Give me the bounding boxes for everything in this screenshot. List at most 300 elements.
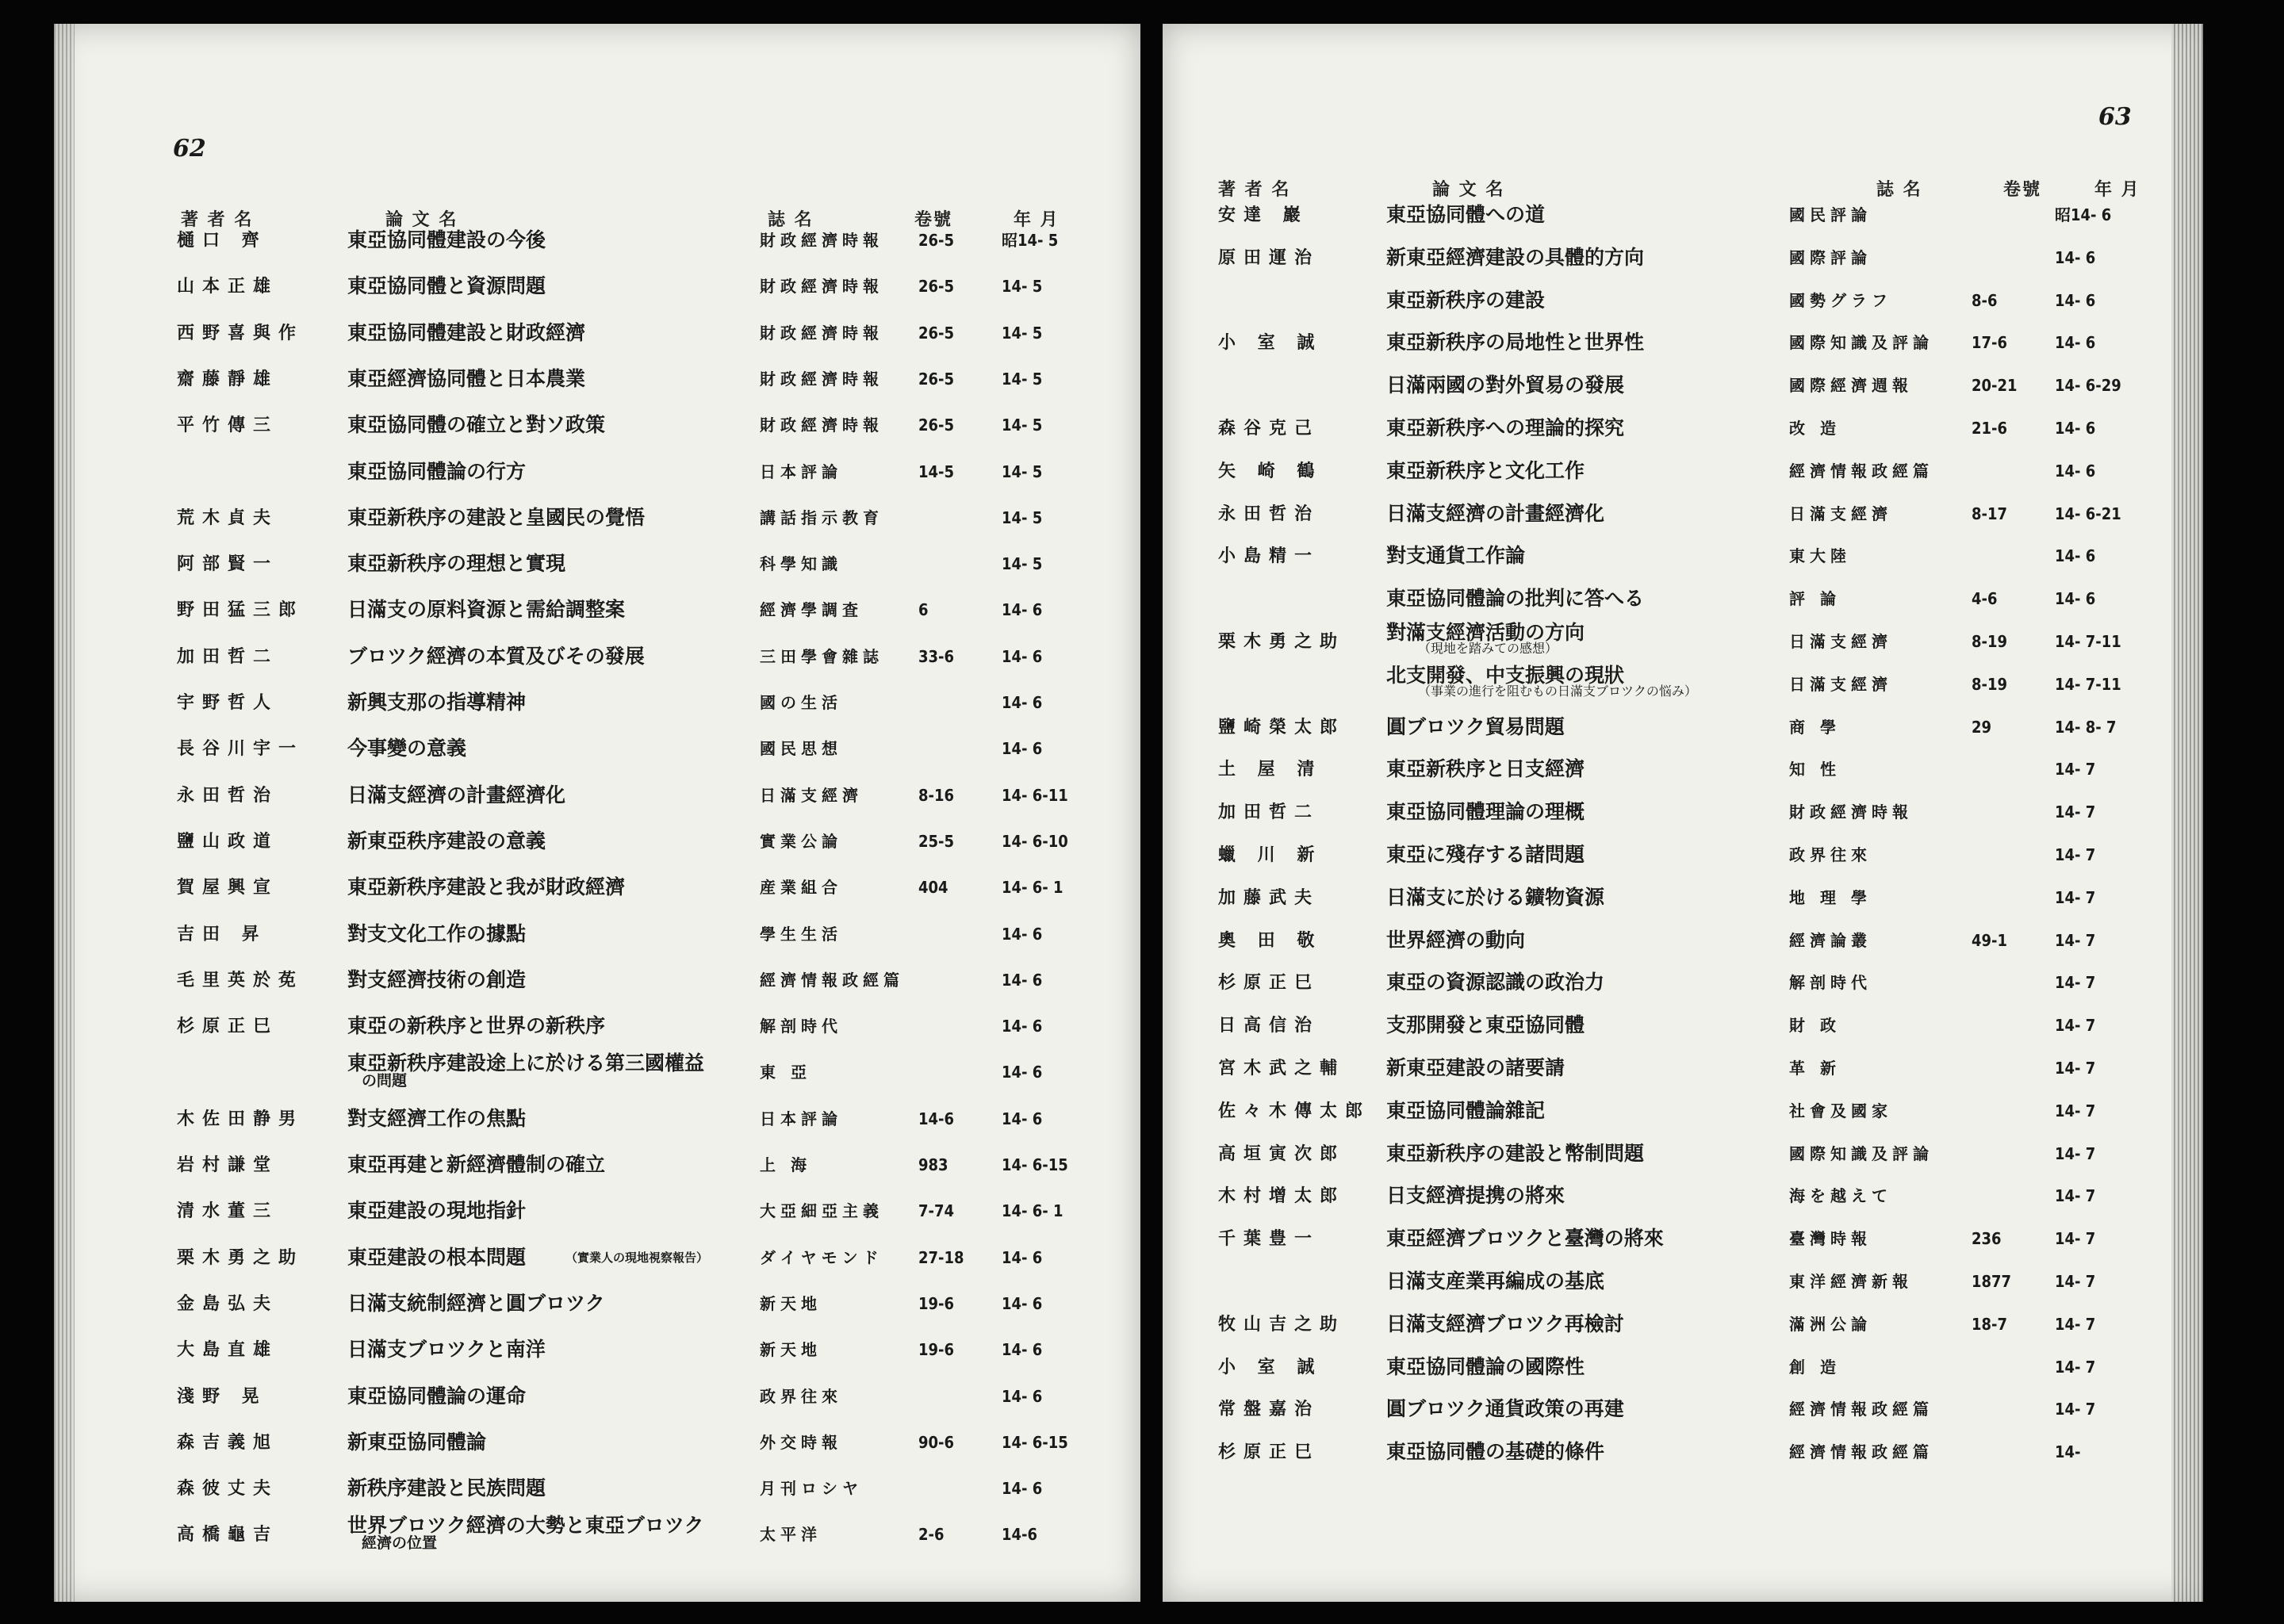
entry-row <box>1163 794 2203 830</box>
entry-journal: 解剖時代 <box>1789 973 1872 993</box>
entry-row <box>54 592 1140 628</box>
entry-author: 永田哲治 <box>1218 503 1320 524</box>
entry-date: 14- 7 <box>2055 930 2096 950</box>
entry-title: 新興支那の指導精神 <box>347 691 527 714</box>
entry-author: 森谷克己 <box>1218 418 1320 439</box>
entry-title: 日滿支經濟ブロツク再檢討 <box>1386 1312 1624 1335</box>
entry-title: 東亞經濟協同體と日本農業 <box>347 366 586 390</box>
entry-date: 14- <box>2055 1442 2081 1462</box>
entry-volume: 1877 <box>1972 1272 2012 1291</box>
entry-date: 14- 8- 7 <box>2055 717 2117 737</box>
entry-author: 西野喜與作 <box>177 322 305 343</box>
entry-journal: 日本評論 <box>760 462 842 481</box>
entry-row <box>1163 538 2203 574</box>
entry-journal: 經濟論叢 <box>1789 930 1872 950</box>
entry-journal: 新天地 <box>760 1340 822 1360</box>
entry-journal: 學生生活 <box>760 924 842 944</box>
entry-title: 新秩序建設と民族問題 <box>347 1477 546 1500</box>
header-author: 著 者 名 <box>181 209 254 230</box>
entry-volume: 26-5 <box>918 231 955 250</box>
entry-title: 東亞新秩序の局地性と世界性 <box>1386 331 1645 354</box>
entry-title: 東亞新秩序建設と我が財政經濟 <box>347 875 626 899</box>
entry-title <box>1386 623 1585 656</box>
entry-volume: 27-18 <box>918 1247 964 1267</box>
entry-row <box>54 823 1140 860</box>
entry-date: 昭14- 5 <box>1002 231 1059 250</box>
entry-journal: 創 造 <box>1789 1357 1841 1377</box>
entry-journal: 海を越えて <box>1789 1186 1892 1206</box>
entry-title: 東亞協同體論の行方 <box>347 459 527 483</box>
entry-title: 日滿支ブロツクと南洋 <box>347 1338 546 1362</box>
entry-title: 東亞經濟ブロツクと臺灣の將來 <box>1386 1227 1664 1251</box>
entry-title: 東亞新秩序と文化工作 <box>1386 458 1585 482</box>
left-page <box>54 24 1140 1602</box>
entry-author: 小 室 誠 <box>1218 1356 1323 1377</box>
header-date: 年 月 <box>2094 179 2140 200</box>
entry-title: 日滿支産業再編成の基底 <box>1386 1270 1605 1293</box>
entry-author: 阿部賢一 <box>177 553 279 575</box>
entry-row <box>1163 1050 2203 1086</box>
entry-title: 東亞新秩序の建設 <box>1386 288 1546 312</box>
entry-title: 東亞協同體理論の理概 <box>1386 800 1585 824</box>
header-author: 著 者 名 <box>1218 179 1291 200</box>
entry-date: 14- 7 <box>2055 1272 2096 1291</box>
entry-date: 14- 7 <box>2055 887 2096 907</box>
entry-date: 14- 7 <box>2055 1229 2096 1249</box>
entry-row <box>1163 1007 2203 1044</box>
entry-journal: 經濟情報政經篇 <box>1789 1442 1933 1462</box>
entry-author: 清水董三 <box>177 1201 279 1222</box>
entry-title-line: 東亞新秩序建設途上に於ける第三國權益 <box>347 1051 705 1075</box>
entry-row <box>54 1470 1140 1507</box>
entry-title: 東亞協同體論雜記 <box>1386 1098 1546 1122</box>
entry-author: 吉田 昇 <box>177 923 267 944</box>
entry-row <box>54 1008 1140 1044</box>
entry-row <box>1163 580 2203 617</box>
entry-row <box>54 869 1140 906</box>
entry-title-continuation: （現地を踏みての感想） <box>1418 641 1558 656</box>
entry-row <box>1163 1391 2203 1427</box>
entry-author: 岩村謙堂 <box>177 1155 279 1175</box>
entry-date: 昭14- 6 <box>2055 205 2112 224</box>
entry-date: 14- 5 <box>1002 369 1043 389</box>
entry-author: 長谷川宇一 <box>177 738 305 760</box>
entry-volume: 19-6 <box>918 1293 955 1313</box>
entry-author: 杉原正巳 <box>177 1016 279 1037</box>
entry-row <box>54 1378 1140 1415</box>
entry-date: 14- 5 <box>1002 277 1043 297</box>
entry-volume: 26-5 <box>918 277 955 297</box>
entry-journal: 日本評論 <box>760 1109 842 1128</box>
entry-volume: 6 <box>918 600 929 620</box>
entry-author: 蠟 川 新 <box>1218 845 1323 865</box>
entry-title: 日滿支統制經濟と圓ブロツク <box>347 1291 605 1315</box>
entry-volume: 8-17 <box>1972 504 2008 523</box>
entry-journal: 財政經濟時報 <box>760 323 883 343</box>
entry-title: 日滿支の原料資源と需給調整案 <box>347 598 626 622</box>
entry-date: 14- 7 <box>2055 1357 2096 1377</box>
entry-journal: 經濟情報政經篇 <box>760 970 904 990</box>
entry-date: 14- 6- 1 <box>1002 878 1063 898</box>
entry-date: 14- 7 <box>2055 1186 2096 1206</box>
entry-title: 東亞協同體論の運命 <box>347 1384 527 1408</box>
entry-volume: 236 <box>1972 1229 2002 1249</box>
entry-author: 齋藤靜雄 <box>177 368 279 389</box>
entry-date: 14- 5 <box>1002 554 1043 574</box>
entry-row <box>54 1051 1140 1090</box>
entry-author: 小島精一 <box>1218 546 1320 567</box>
entry-date: 14- 7 <box>2055 845 2096 864</box>
entry-journal: 科學知識 <box>760 554 842 574</box>
entry-title: 支那開發と東亞協同體 <box>1386 1013 1585 1037</box>
header-journal: 誌 名 <box>768 209 814 230</box>
entry-volume: 983 <box>918 1155 948 1174</box>
entry-row <box>1163 1220 2203 1257</box>
entry-author: 木佐田静男 <box>177 1108 305 1129</box>
entry-author: 栗木勇之助 <box>177 1247 305 1268</box>
entry-title: 日滿支經濟の計畫經濟化 <box>347 783 566 806</box>
entry-journal: 財政經濟時報 <box>760 231 883 250</box>
entry-author: 大島直雄 <box>177 1339 279 1361</box>
entry-journal: 國際知識及評論 <box>1789 1143 1933 1163</box>
entry-row <box>1163 663 2203 703</box>
entry-date: 14- 6 <box>1002 1063 1043 1082</box>
entry-author: 高橋龜吉 <box>177 1524 279 1545</box>
entry-row <box>1163 453 2203 489</box>
entry-journal: 東洋經濟新報 <box>1789 1272 1913 1291</box>
entry-date: 14- 6 <box>1002 970 1043 990</box>
entry-title: ブロツク經濟の本質及びその發展 <box>347 644 645 668</box>
entry-author: 鹽崎榮太郎 <box>1218 716 1346 737</box>
entry-date: 14- 7-11 <box>2055 674 2121 694</box>
entry-row <box>1163 922 2203 959</box>
entry-journal: 經濟學調査 <box>760 600 863 620</box>
entry-journal: 實業公論 <box>760 831 842 851</box>
entry-title: 東亞協同體建設の今後 <box>347 228 546 251</box>
entry-journal: 國際評論 <box>1789 247 1872 267</box>
entry-journal: 財 政 <box>1789 1016 1841 1036</box>
entry-volume: 8-6 <box>1972 290 1998 310</box>
entry-volume: 21-6 <box>1972 419 2008 438</box>
entry-row <box>1163 410 2203 446</box>
entry-journal: 日滿支經濟 <box>1789 632 1892 651</box>
entry-row <box>54 454 1140 490</box>
entry-row <box>1163 324 2203 361</box>
entry-journal: 財政經濟時報 <box>760 277 883 297</box>
entry-volume: 2-6 <box>918 1525 945 1545</box>
entry-date: 14- 6 <box>1002 1479 1043 1499</box>
entry-title: 東亞新秩序の建設と皇國民の覺悟 <box>347 505 646 529</box>
entry-title: 東亞新秩序の理想と實現 <box>347 552 566 576</box>
entry-date: 14- 6-21 <box>2055 504 2121 523</box>
entry-volume: 14-6 <box>918 1109 955 1128</box>
entry-journal: 財政經濟時報 <box>760 416 883 435</box>
entry-title: 東亞新秩序と日支經濟 <box>1386 757 1585 781</box>
entry-volume: 49-1 <box>1972 930 2008 950</box>
entry-journal: 日滿支經濟 <box>1789 504 1892 523</box>
entry-row <box>1163 1178 2203 1214</box>
entry-date: 14- 6 <box>2055 290 2096 310</box>
entry-journal: ダイヤモンド <box>760 1247 883 1267</box>
entry-author: 杉原正巳 <box>1218 1442 1320 1463</box>
entry-journal: 産業組合 <box>760 878 842 898</box>
entry-journal: 國民評論 <box>1789 205 1872 224</box>
entry-date: 14- 6 <box>1002 600 1043 620</box>
entry-journal: 國民思想 <box>760 739 842 759</box>
entry-row <box>54 1285 1140 1322</box>
header-journal: 誌 名 <box>1876 179 1922 200</box>
entry-author: 平竹傳三 <box>177 415 279 436</box>
entry-title: 東亞協同體の基礎的條件 <box>1386 1440 1605 1464</box>
entry-author: 小 室 誠 <box>1218 332 1323 354</box>
entry-journal: 國際知識及評論 <box>1789 333 1933 353</box>
entry-author: 杉原正巳 <box>1218 972 1320 994</box>
entry-row <box>1163 879 2203 916</box>
entry-title-continuation: の問題 <box>362 1072 408 1090</box>
entry-row <box>54 1101 1140 1137</box>
entry-journal: 評 論 <box>1789 589 1841 609</box>
entry-volume: 4-6 <box>1972 589 1998 609</box>
entry-date: 14- 6 <box>1002 1017 1043 1036</box>
entry-title: 東亞協同體への道 <box>1386 203 1546 226</box>
entry-volume: 8-19 <box>1972 674 2008 694</box>
entry-journal: 國の生活 <box>760 693 842 712</box>
page-number: 63 <box>2098 103 2132 131</box>
entry-row <box>1163 1306 2203 1342</box>
entry-author: 栗木勇之助 <box>1218 631 1346 652</box>
entry-title: 東亞協同體論の國際性 <box>1386 1354 1585 1378</box>
entry-date: 14- 6 <box>1002 739 1043 759</box>
entry-row <box>54 1516 1140 1553</box>
entry-date: 14- 6 <box>1002 924 1043 944</box>
entry-author: 野田猛三郎 <box>177 599 305 621</box>
entry-volume: 8-16 <box>918 785 955 805</box>
entry-title: 東亞協同體と資源問題 <box>347 274 546 298</box>
entry-journal: 經濟情報政經篇 <box>1789 461 1933 481</box>
entry-row <box>1163 623 2203 660</box>
entry-author: 牧山吉之助 <box>1218 1313 1346 1335</box>
entry-title: 圓ブロツク通貨政策の再建 <box>1386 1397 1624 1421</box>
entry-volume: 14-5 <box>918 462 955 481</box>
entry-author: 佐々木傳太郎 <box>1218 1100 1371 1121</box>
entry-author: 安達 巖 <box>1218 205 1309 225</box>
entry-row <box>54 361 1140 397</box>
header-title: 論 文 名 <box>385 209 458 230</box>
entry-journal: 國際經濟週報 <box>1789 376 1913 396</box>
entry-title: 東亞建設の根本問題 <box>347 1245 527 1269</box>
entry-row <box>54 684 1140 721</box>
entry-row <box>54 500 1140 536</box>
entry-author: 加藤武夫 <box>1218 887 1320 908</box>
entry-journal: 財政經濟時報 <box>760 369 883 389</box>
entry-volume: 33-6 <box>918 646 955 666</box>
entry-author: 千葉豊一 <box>1218 1228 1320 1250</box>
entry-journal: 三田學會雜誌 <box>760 646 883 666</box>
entry-date: 14- 6 <box>2055 333 2096 353</box>
entry-row <box>54 1239 1140 1276</box>
entry-title-line: 世界ブロツク經濟の大勢と東亞ブロツク <box>347 1514 704 1538</box>
entry-title-line: 北支開發、中支振興の現狀 <box>1386 663 1625 687</box>
entry-author: 奧 田 敬 <box>1218 929 1323 951</box>
entry-volume: 7-74 <box>918 1201 955 1221</box>
entry-date: 14- 7 <box>2055 1400 2096 1419</box>
entry-row <box>1163 1263 2203 1300</box>
entry-title: 日滿支に於ける鑛物資源 <box>1386 885 1605 909</box>
entry-date: 14- 6 <box>1002 693 1043 712</box>
entry-author: 樋口 齊 <box>177 230 267 251</box>
entry-row <box>1163 1093 2203 1129</box>
entry-journal: 上 海 <box>760 1155 811 1174</box>
entry-title: 對支經濟技術の創造 <box>347 967 527 991</box>
entry-journal: 外交時報 <box>760 1432 842 1452</box>
entry-journal: 滿洲公論 <box>1789 1314 1872 1334</box>
entry-journal: 社會及國家 <box>1789 1101 1892 1120</box>
entry-title: 東亞に殘存する諸問題 <box>1386 843 1585 866</box>
entry-date: 14- 6 <box>2055 247 2096 267</box>
entry-author: 宇野哲人 <box>177 692 279 713</box>
entry-volume: 26-5 <box>918 323 955 343</box>
entry-author: 山本正雄 <box>177 276 279 297</box>
entry-date: 14- 7 <box>2055 1314 2096 1334</box>
entry-author: 原田運治 <box>1218 247 1320 268</box>
entry-author: 永田哲治 <box>177 784 279 806</box>
entry-row <box>54 315 1140 351</box>
right-page <box>1163 24 2203 1602</box>
entry-row <box>54 916 1140 952</box>
entry-row <box>1163 1434 2203 1470</box>
entry-author: 金島弘夫 <box>177 1293 279 1314</box>
entry-journal: 月刊ロシヤ <box>760 1479 863 1499</box>
entry-author: 賀屋興宣 <box>177 877 279 898</box>
entry-date: 14- 5 <box>1002 323 1043 343</box>
entry-author: 森彼丈夫 <box>177 1478 279 1500</box>
entry-journal: 東大陸 <box>1789 546 1851 566</box>
page-number: 62 <box>173 135 206 163</box>
entry-title <box>347 1516 704 1552</box>
entry-date: 14- 7-11 <box>2055 632 2121 651</box>
entry-date: 14- 6-15 <box>1002 1432 1068 1452</box>
entry-date: 14- 6-11 <box>1002 785 1068 805</box>
entry-date: 14- 6-29 <box>2055 376 2121 396</box>
entry-title: 對支通貨工作論 <box>1386 544 1526 568</box>
entry-title: 東亞協同體論の批判に答へる <box>1386 587 1645 611</box>
entry-row <box>1163 751 2203 787</box>
entry-volume: 18-7 <box>1972 1314 2008 1334</box>
entry-volume: 26-5 <box>918 369 955 389</box>
entry-date: 14- 7 <box>2055 1143 2096 1163</box>
entry-author: 木村增太郎 <box>1218 1185 1346 1207</box>
entry-date: 14- 6 <box>2055 546 2096 566</box>
entry-journal: 革 新 <box>1789 1059 1841 1078</box>
entry-journal: 臺灣時報 <box>1789 1229 1872 1249</box>
entry-title: 東亞建設の現地指針 <box>347 1199 527 1223</box>
entry-row <box>1163 1349 2203 1385</box>
entry-title: 東亞協同體建設と財政經濟 <box>347 320 586 344</box>
entry-row <box>54 730 1140 767</box>
entry-title: 新東亞秩序建設の意義 <box>347 829 546 852</box>
entry-title <box>347 1051 705 1090</box>
entry-volume: 90-6 <box>918 1432 955 1452</box>
entry-title: 新東亞協同體論 <box>347 1430 487 1454</box>
entry-row <box>1163 964 2203 1001</box>
entry-title: 日滿支經濟の計畫經濟化 <box>1386 501 1605 525</box>
entry-journal: 知 性 <box>1789 760 1841 779</box>
entry-date: 14- 6 <box>1002 1386 1043 1406</box>
entry-date: 14- 6 <box>2055 589 2096 609</box>
entry-row <box>54 1147 1140 1183</box>
entry-row <box>54 777 1140 814</box>
entry-row <box>54 1193 1140 1229</box>
entry-title: 東亞の資源認識の政治力 <box>1386 971 1605 994</box>
entry-title: 對支經濟工作の焦點 <box>347 1106 527 1130</box>
entry-author: 土 屋 清 <box>1218 759 1323 780</box>
entry-volume: 25-5 <box>918 831 955 851</box>
entry-date: 14- 6 <box>1002 1293 1043 1313</box>
entry-journal: 商 學 <box>1789 717 1841 737</box>
entry-title-line: 對滿支經濟活動の方向 <box>1386 621 1585 644</box>
entry-author: 日高信治 <box>1218 1015 1320 1036</box>
entry-row <box>1163 367 2203 404</box>
entry-journal: 大亞細亞主義 <box>760 1201 883 1221</box>
entry-author: 常盤嘉治 <box>1218 1399 1320 1420</box>
entry-date: 14- 5 <box>1002 462 1043 481</box>
entry-author: 森吉義旭 <box>177 1431 279 1453</box>
entry-date: 14- 6 <box>2055 461 2096 481</box>
entry-row <box>1163 709 2203 745</box>
entry-title: 今事變の意義 <box>347 737 467 760</box>
entry-date: 14- 7 <box>2055 1059 2096 1078</box>
entry-journal: 日滿支經濟 <box>1789 674 1892 694</box>
entry-journal: 新天地 <box>760 1293 822 1313</box>
entry-date: 14- 6-10 <box>1002 831 1068 851</box>
entry-volume: 17-6 <box>1972 333 2008 353</box>
entry-date: 14- 7 <box>2055 973 2096 993</box>
entry-row <box>1163 1136 2203 1172</box>
entry-journal: 地 理 學 <box>1789 887 1872 907</box>
entry-journal: 改 造 <box>1789 419 1841 438</box>
entry-journal: 講話指示教育 <box>760 508 883 527</box>
entry-title: 對支文化工作の據點 <box>347 921 527 945</box>
entry-volume: 20-21 <box>1972 376 2018 396</box>
entry-date: 14-6 <box>1002 1525 1038 1545</box>
entry-title: 新東亞經濟建設の具體的方向 <box>1386 245 1645 269</box>
entry-author: 加田哲二 <box>177 645 279 667</box>
entry-title: 新東亞建設の諸要請 <box>1386 1056 1565 1079</box>
entry-date: 14- 5 <box>1002 416 1043 435</box>
entry-row <box>1163 496 2203 532</box>
header-title: 論 文 名 <box>1432 179 1505 200</box>
entry-title: 世界經濟の動向 <box>1386 928 1526 952</box>
entry-row <box>54 1424 1140 1461</box>
entry-date: 14- 7 <box>2055 1101 2096 1120</box>
entry-journal: 東 亞 <box>760 1063 811 1082</box>
entry-journal: 財政經濟時報 <box>1789 802 1913 822</box>
entry-author: 荒木貞夫 <box>177 507 279 528</box>
entry-title: 東亞の新秩序と世界の新秩序 <box>347 1014 606 1038</box>
entry-row <box>54 546 1140 582</box>
entry-title: 東亞再建と新經濟體制の確立 <box>347 1153 606 1176</box>
entry-journal: 政界往來 <box>760 1386 842 1406</box>
entry-title: 東亞新秩序への理論的探究 <box>1386 416 1625 439</box>
entry-title-continuation: （事業の進行を阻むもの日滿支ブロツクの悩み） <box>1418 683 1697 699</box>
entry-row <box>1163 197 2203 233</box>
entry-date: 14- 6 <box>1002 646 1043 666</box>
entry-title: 東亞新秩序の建設と幣制問題 <box>1386 1141 1645 1165</box>
entry-journal: 解剖時代 <box>760 1017 842 1036</box>
entry-row <box>54 638 1140 675</box>
entry-volume: 8-19 <box>1972 632 2008 651</box>
entry-journal: 經濟情報政經篇 <box>1789 1400 1933 1419</box>
